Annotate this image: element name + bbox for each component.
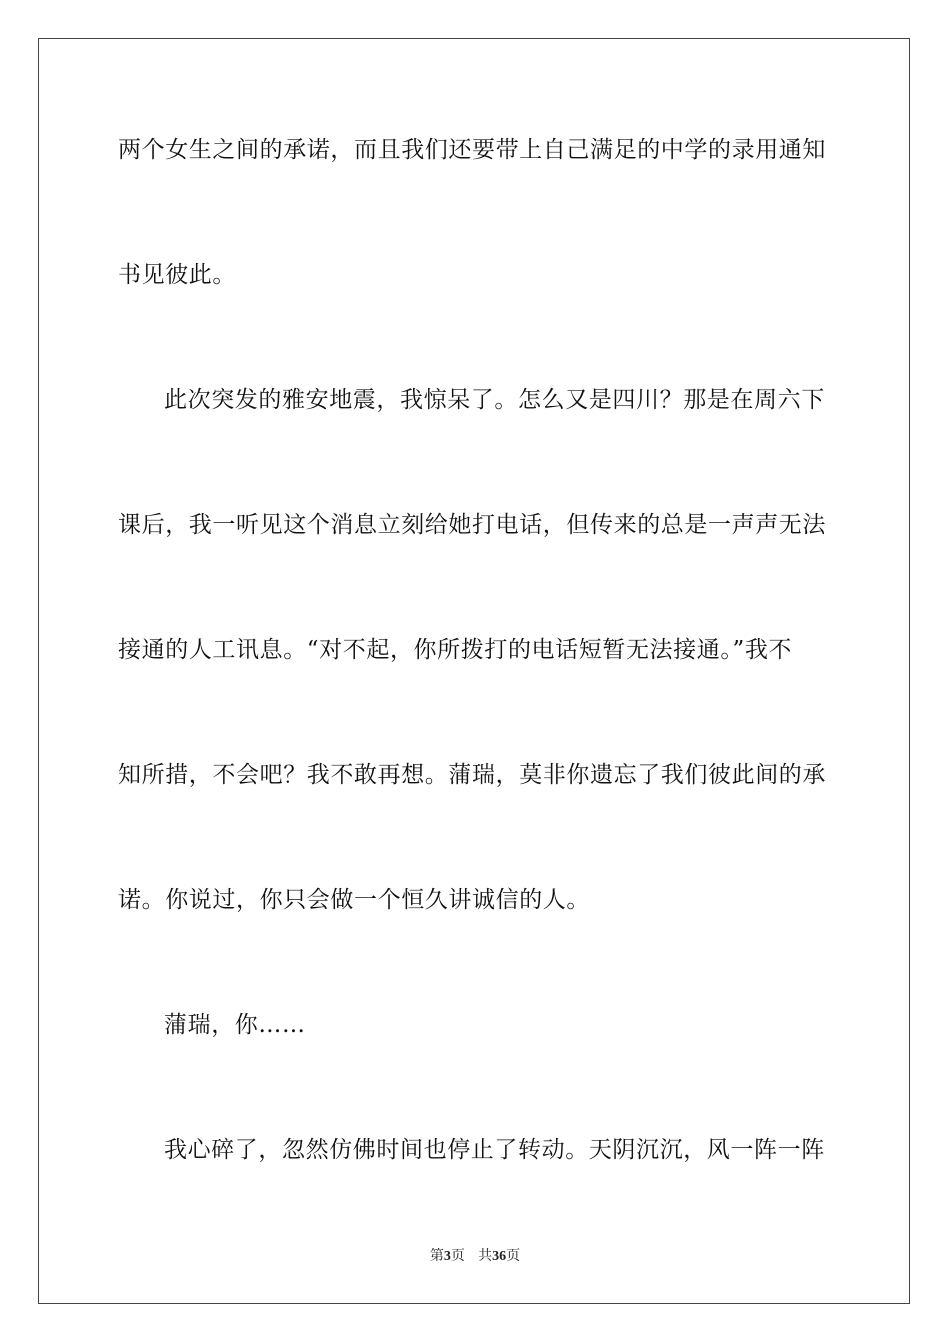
footer-total-pages: 36 [492, 1249, 507, 1264]
footer-page-suffix: 页 [450, 1248, 465, 1264]
footer-total-suffix: 页 [506, 1248, 521, 1264]
text-line-7: 诺。你说过，你只会做一个恒久讲诚信的人。 [118, 887, 590, 913]
footer-page-number: 3 [443, 1249, 451, 1264]
text-line-1: 两个女生之间的承诺，而且我们还要带上自己满足的中学的录用通知 [118, 137, 826, 163]
page-border [38, 38, 910, 1304]
text-line-2: 书见彼此。 [118, 262, 236, 288]
text-line-5: 接通的人工讯息。“对不起，你所拨打的电话短暂无法接通。”我不 [118, 637, 793, 663]
footer-page-prefix: 第 [429, 1248, 444, 1264]
footer-total-prefix: 共 [478, 1248, 493, 1264]
paragraph-start-line-8: 蒲瑞，你…… [164, 1012, 306, 1038]
paragraph-start-line-3: 此次突发的雅安地震，我惊呆了。怎么又是四川？那是在周六下 [164, 387, 825, 413]
paragraph-start-line-9: 我心碎了，忽然仿佛时间也停止了转动。天阴沉沉，风一阵一阵 [164, 1137, 825, 1163]
page-footer [0, 1246, 950, 1267]
text-line-6: 知所措，不会吧？我不敢再想。蒲瑞，莫非你遗忘了我们彼此间的承 [118, 762, 826, 788]
text-line-4: 课后，我一听见这个消息立刻给她打电话，但传来的总是一声声无法 [118, 512, 826, 538]
